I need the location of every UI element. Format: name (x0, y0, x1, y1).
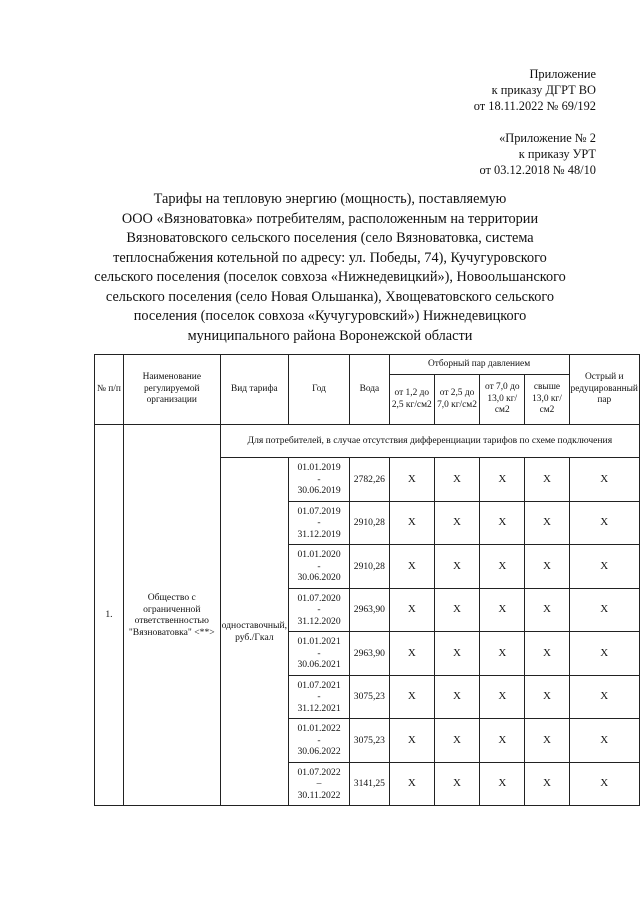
period-dash: - (317, 604, 321, 615)
original-appendix-header (479, 130, 596, 178)
period-cell (289, 719, 350, 763)
steam-not-applicable: Х (525, 632, 569, 676)
header-sharp-steam: Острый и редуцированный пар (569, 355, 640, 425)
period-dash: – (316, 778, 322, 789)
period-end: 30.06.2021 (297, 659, 341, 670)
period-end: 30.06.2020 (297, 572, 341, 583)
period-start: 01.07.2019 (297, 505, 341, 517)
steam-not-applicable: Х (389, 632, 434, 676)
steam-not-applicable: Х (434, 588, 479, 632)
steam-not-applicable: Х (434, 762, 479, 806)
original-appendix-line: «Приложение № 2 (499, 131, 596, 145)
water-value: 2910,28 (350, 545, 390, 589)
water-value: 2910,28 (350, 501, 390, 545)
steam-not-applicable: Х (389, 762, 434, 806)
steam-not-applicable: Х (480, 632, 525, 676)
water-value: 3141,25 (350, 762, 390, 806)
header-tariff-type: Вид тарифа (220, 355, 288, 425)
period-dash: - (317, 560, 321, 572)
steam-not-applicable: Х (389, 501, 434, 545)
period-cell (289, 632, 350, 676)
steam-not-applicable: Х (434, 632, 479, 676)
title-line: Вязноватовского сельского поселения (село Вязноватовка, система (126, 230, 534, 246)
document-title (70, 190, 590, 346)
header-water: Вода (350, 355, 390, 425)
period-start: 01.01.2020 (297, 549, 341, 560)
period-start: 01.01.2022 (297, 723, 341, 734)
header-number: № п/п (95, 355, 124, 425)
period-cell (289, 545, 350, 589)
header-organization: Наименование регулируемой организации (123, 355, 220, 425)
header-steam-7-13: от 7,0 до 13,0 кг/см2 (480, 375, 525, 425)
period-start: 01.07.2020 (297, 592, 341, 604)
period-dash: - (317, 473, 321, 485)
title-line: Тарифы на тепловую энергию (мощность), поставляемую (153, 191, 507, 207)
header-steam-1-2-5: от 1,2 до 2,5 кг/см2 (389, 375, 434, 425)
steam-not-applicable: Х (480, 719, 525, 763)
header-year: Год (289, 355, 350, 425)
consumer-group-label: Для потребителей, в случае отсутствия дифференциации тарифов по схеме подключения (220, 425, 639, 458)
original-order-line: к приказу УРТ (518, 147, 596, 161)
title-line: ООО «Вязноватовка» потребителям, расположенным на территории (121, 210, 539, 227)
period-end: 31.12.2019 (297, 528, 341, 540)
appendix-date-line: от 18.11.2022 № 69/192 (473, 99, 596, 113)
period-cell (289, 762, 350, 806)
header-steam-2-5-7: от 2,5 до 7,0 кг/см2 (434, 375, 479, 425)
water-value: 2963,90 (350, 632, 390, 676)
steam-not-applicable: Х (525, 458, 569, 502)
steam-not-applicable: Х (569, 762, 640, 806)
appendix-order-line: к приказу ДГРТ ВО (491, 83, 596, 97)
water-value: 3075,23 (350, 675, 390, 719)
steam-not-applicable: Х (389, 675, 434, 719)
appendix-line: Приложение (529, 67, 596, 81)
steam-not-applicable: Х (434, 545, 479, 589)
steam-not-applicable: Х (569, 632, 640, 676)
steam-not-applicable: Х (389, 588, 434, 632)
appendix-header (474, 66, 596, 114)
steam-not-applicable: Х (525, 762, 569, 806)
period-dash: - (317, 517, 321, 528)
steam-not-applicable: Х (480, 458, 525, 502)
period-end: 31.12.2020 (297, 615, 341, 627)
steam-not-applicable: Х (480, 501, 525, 545)
steam-not-applicable: Х (434, 675, 479, 719)
steam-not-applicable: Х (525, 719, 569, 763)
period-cell (289, 675, 350, 719)
period-cell (289, 588, 350, 632)
steam-not-applicable: Х (525, 675, 569, 719)
period-end: 30.11.2022 (297, 789, 341, 801)
period-dash: - (317, 691, 321, 702)
steam-not-applicable: Х (569, 545, 640, 589)
steam-not-applicable: Х (389, 719, 434, 763)
steam-not-applicable: Х (389, 545, 434, 589)
period-end: 30.06.2022 (297, 746, 341, 757)
period-start: 01.07.2021 (297, 679, 341, 691)
period-end: 30.06.2019 (297, 485, 341, 496)
steam-not-applicable: Х (434, 719, 479, 763)
title-line: поселения (поселок совхоза «Кучугуровский») Нижнедевицкого (133, 308, 527, 324)
steam-not-applicable: Х (569, 588, 640, 632)
steam-not-applicable: Х (569, 501, 640, 545)
title-line: сельского поселения (поселок совхоза «Нижнедевицкий»), Новоольшанского (94, 269, 566, 285)
title-line: теплоснабжения котельной по адресу: ул. Победы, 74), Кучугуровского (113, 249, 547, 266)
steam-not-applicable: Х (525, 588, 569, 632)
organization-name: Общество с ограниченной ответственностью "Вязноватовка" <**> (123, 425, 220, 806)
steam-not-applicable: Х (569, 719, 640, 763)
steam-not-applicable: Х (480, 545, 525, 589)
steam-not-applicable: Х (569, 458, 640, 502)
period-end: 31.12.2021 (297, 702, 341, 714)
period-start: 01.07.2022 (297, 766, 341, 778)
title-line: сельского поселения (село Новая Ольшанка), Хвощеватовского сельского (105, 288, 555, 305)
period-dash: - (317, 734, 321, 746)
water-value: 2782,26 (350, 458, 390, 502)
header-steam: Отборный пар давлением (389, 355, 569, 375)
steam-not-applicable: Х (480, 762, 525, 806)
title-line: муниципального района Воронежской области (187, 327, 473, 344)
header-steam-13-plus: свыше 13,0 кг/см2 (525, 375, 569, 425)
steam-not-applicable: Х (569, 675, 640, 719)
row-number: 1. (95, 425, 124, 806)
steam-not-applicable: Х (480, 675, 525, 719)
steam-not-applicable: Х (434, 501, 479, 545)
tariff-type: одноставочный, руб./Гкал (220, 458, 288, 806)
steam-not-applicable: Х (480, 588, 525, 632)
period-start: 01.01.2019 (297, 462, 341, 473)
steam-not-applicable: Х (434, 458, 479, 502)
period-start: 01.01.2021 (297, 636, 341, 647)
steam-not-applicable: Х (389, 458, 434, 502)
period-cell (289, 458, 350, 502)
water-value: 2963,90 (350, 588, 390, 632)
water-value: 3075,23 (350, 719, 390, 763)
steam-not-applicable: Х (525, 545, 569, 589)
tariff-table (94, 354, 640, 806)
original-date-line: от 03.12.2018 № 48/10 (479, 163, 596, 177)
period-dash: - (317, 647, 321, 659)
period-cell (289, 501, 350, 545)
steam-not-applicable: Х (525, 501, 569, 545)
